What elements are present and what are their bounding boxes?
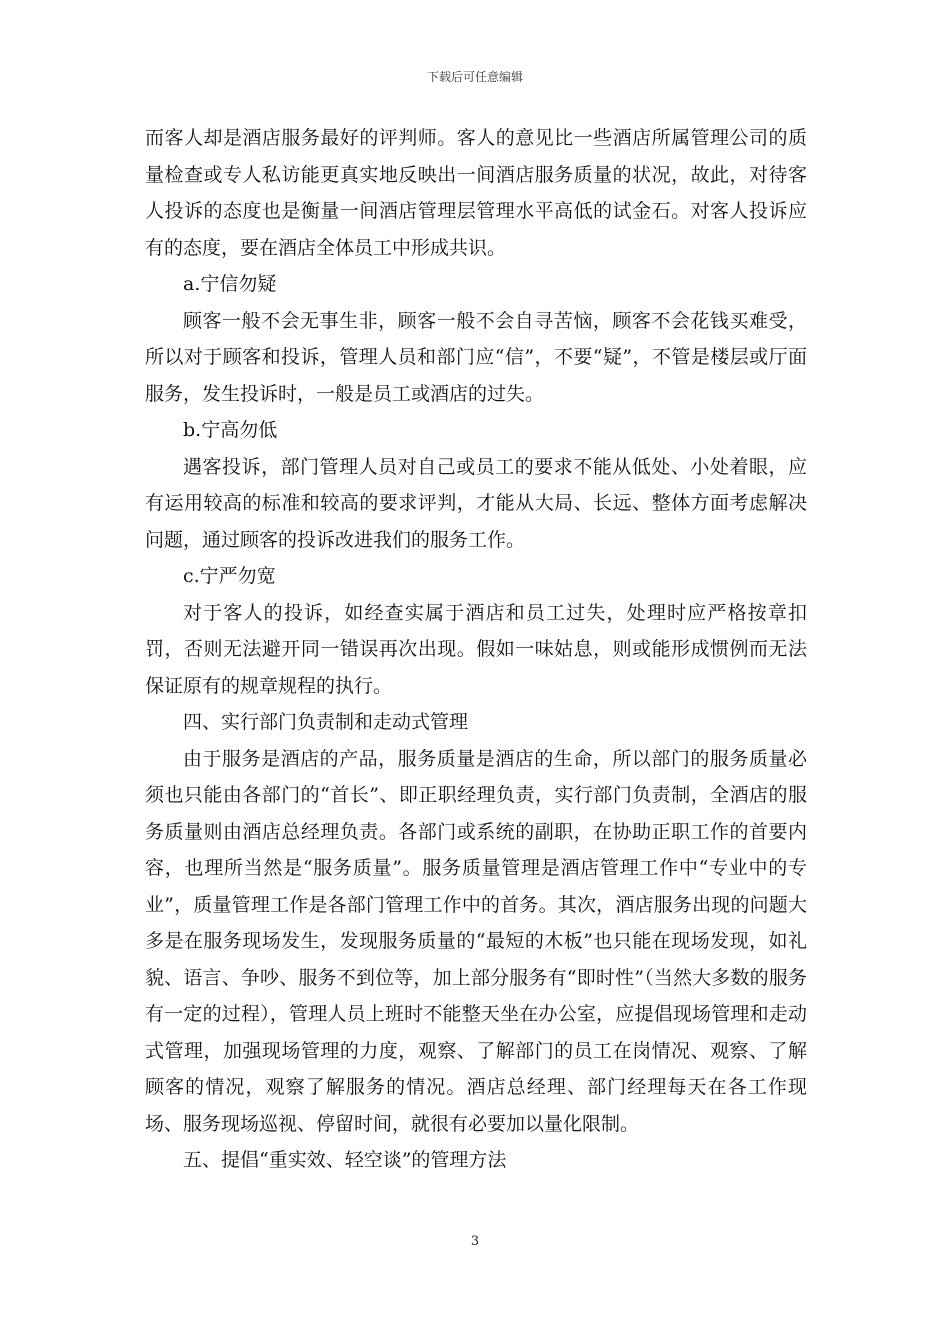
paragraph-3: 遇客投诉，部门管理人员对自己或员工的要求不能从低处、小处着眼，应有运用较高的标准和较高的要求评判，才能从大局、长远、整体方面考虑解决问题，通过顾客的投诉改进我们的服务工作。 bbox=[145, 455, 807, 551]
paragraph-5: 由于服务是酒店的产品，服务质量是酒店的生命，所以部门的服务质量必须也只能由各部门的“首长”、即正职经理负责，实行部门负责制，全酒店的服务质量则由酒店总经理负责。各部门或系统的副职，在协助正职工作的首要内容，也理所当然是“服务质量”。服务质量管理是酒店管理工作中“专业中的专业”，质量管理工作是各部门管理工作中的首务。其次，酒店服务出现的问题大多是在服务现场发生，发现服务质量的“最短的木板”也只能在现场发现，如礼貌、语言、争吵、服务不到位等，加上部分服务有“即时性”（当然大多数的服务有一定的过程），管理人员上班时不能整天坐在办公室，应提倡现场管理和走动式管理，加强现场管理的力度，观察、了解部门的员工在岗情况、观察、了解顾客的情况，观察了解服务的情况。酒店总经理、部门经理每天在各工作现场、服务现场巡视、停留时间，就很有必要加以量化限制。 bbox=[145, 747, 807, 1135]
item-b-heading: b.宁高勿低 bbox=[183, 419, 278, 441]
section-5-heading: 五、提倡“重实效、轻空谈”的管理方法 bbox=[183, 1149, 507, 1171]
paragraph-2: 顾客一般不会无事生非，顾客一般不会自寻苦恼，顾客不会花钱买难受，所以对于顾客和投诉，管理人员和部门应“信”，不要“疑”，不管是楼层或厅面服务，发生投诉时，一般是员工或酒店的过失。 bbox=[145, 309, 807, 405]
item-a-heading: a.宁信勿疑 bbox=[183, 273, 277, 295]
item-c-heading: c.宁严勿宽 bbox=[183, 565, 276, 587]
document-body bbox=[145, 120, 807, 1179]
paragraph-4: 对于客人的投诉，如经查实属于酒店和员工过失，处理时应严格按章扣罚，否则无法避开同一错误再次出现。假如一味姑息，则或能形成惯例而无法保证原有的规章规程的执行。 bbox=[145, 601, 807, 697]
section-4-heading: 四、实行部门负责制和走动式管理 bbox=[183, 711, 469, 733]
paragraph-1: 而客人却是酒店服务最好的评判师。客人的意见比一些酒店所属管理公司的质量检查或专人私访能更真实地反映出一间酒店服务质量的状况，故此，对待客人投诉的态度也是衡量一间酒店管理层管理水平高低的试金石。对客人投诉应有的态度，要在酒店全体员工中形成共识。 bbox=[145, 127, 807, 259]
page-number: 3 bbox=[470, 1234, 480, 1249]
page-header: 下载后可任意编辑 bbox=[426, 70, 523, 84]
